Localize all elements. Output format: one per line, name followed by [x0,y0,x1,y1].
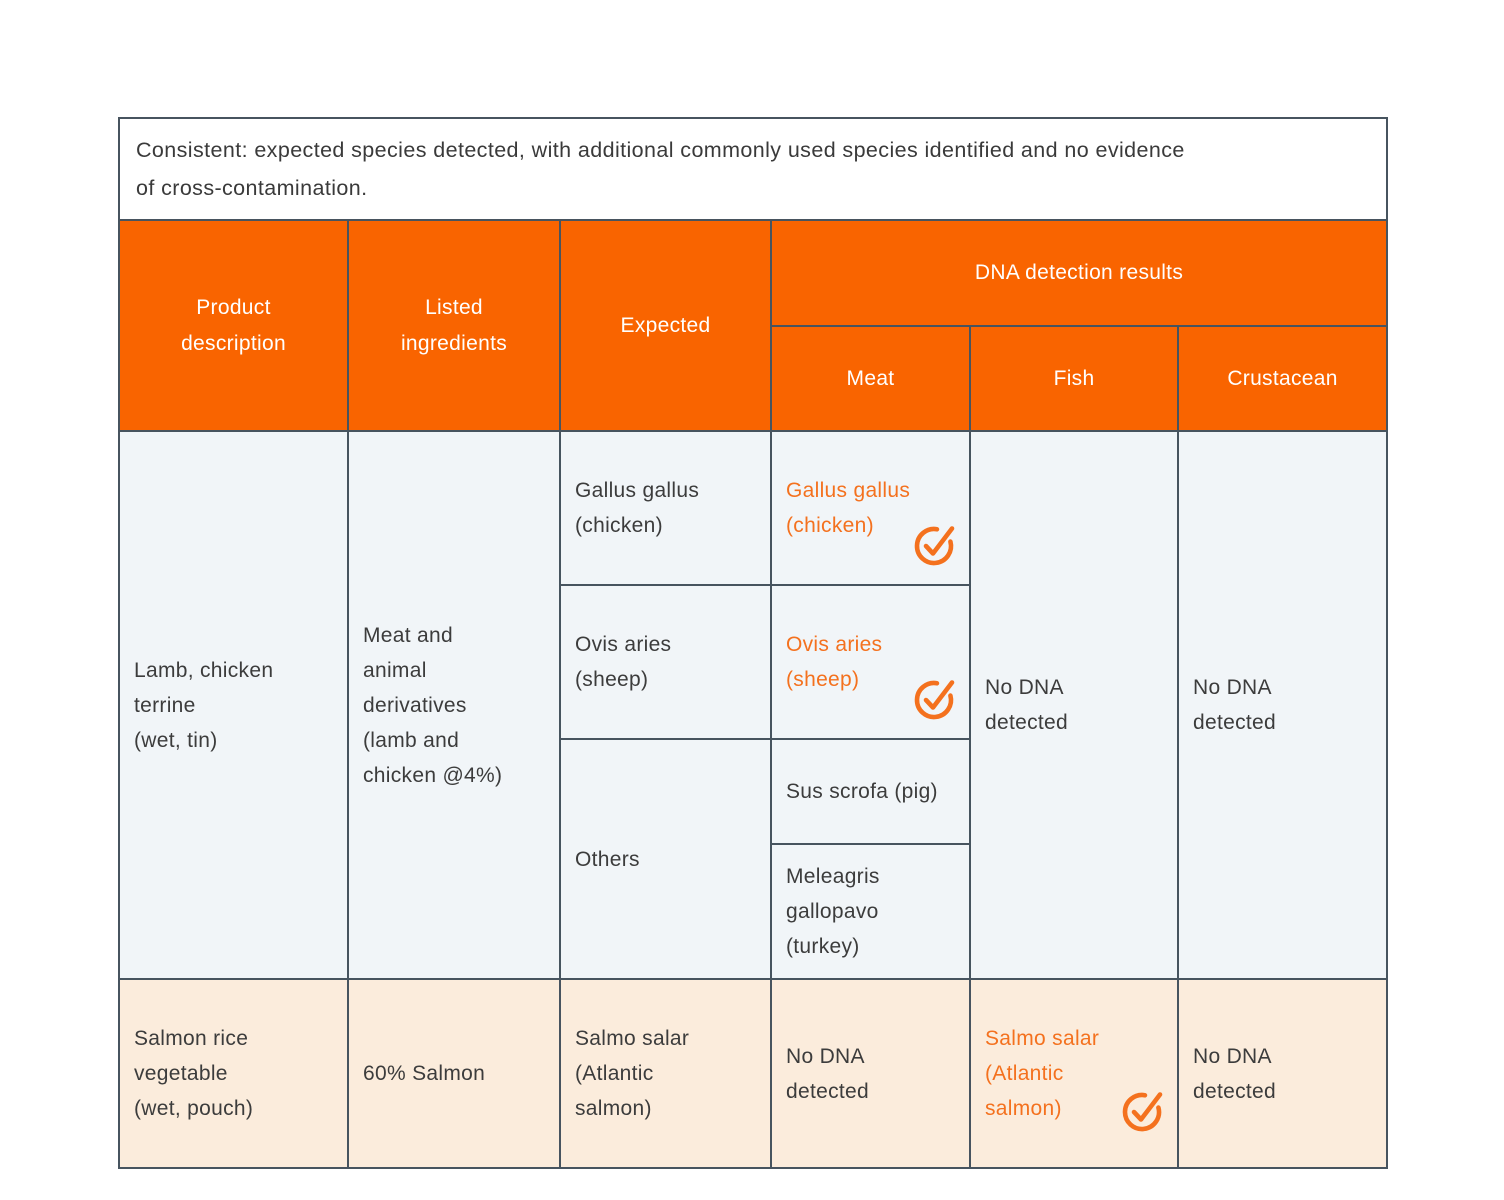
cell-expected-others: Others [560,739,771,979]
cell-meat-result-sheep [771,585,970,739]
cell-expected-salmon: Salmo salar (Atlantic salmon) [560,979,771,1168]
cell-product-description-salmon: Salmon rice vegetable (wet, pouch) [119,979,348,1168]
detected-species-label: Ovis aries (sheep) [786,633,883,691]
dna-detection-table [118,117,1388,1169]
detected-species-label: Salmo salar (Atlantic salmon) [985,1027,1100,1120]
col-header-listed-ingredients: Listed ingredients [348,220,560,431]
cell-crustacean-result-lamb: No DNA detected [1178,431,1387,979]
check-circle-icon [912,638,960,686]
cell-listed-ingredients-lamb: Meat and animal derivatives (lamb and chicken @4%) [348,431,560,979]
cell-meat-result-salmon: No DNA detected [771,979,970,1168]
col-header-expected: Expected [560,220,771,431]
col-header-dna-detection-results: DNA detection results [771,220,1387,326]
cell-meat-result-chicken [771,431,970,585]
check-circle-icon [1120,1050,1168,1098]
col-header-fish: Fish [970,326,1178,431]
col-header-meat: Meat [771,326,970,431]
cell-product-description-lamb: Lamb, chicken terrine (wet, tin) [119,431,348,979]
table-caption: Consistent: expected species detected, with additional commonly used species identified and no evidence of cross-contamination. [119,118,1387,220]
col-header-product-description: Product description [119,220,348,431]
cell-fish-result-salmon [970,979,1178,1168]
cell-meat-result-turkey: Meleagris gallopavo (turkey) [771,844,970,979]
cell-expected-chicken: Gallus gallus (chicken) [560,431,771,585]
cell-expected-sheep: Ovis aries (sheep) [560,585,771,739]
detected-species-label: Gallus gallus (chicken) [786,479,911,537]
check-circle-icon [912,484,960,532]
cell-listed-ingredients-salmon: 60% Salmon [348,979,560,1168]
cell-meat-result-pig: Sus scrofa (pig) [771,739,970,844]
cell-crustacean-result-salmon: No DNA detected [1178,979,1387,1168]
cell-fish-result-lamb: No DNA detected [970,431,1178,979]
col-header-crustacean: Crustacean [1178,326,1387,431]
